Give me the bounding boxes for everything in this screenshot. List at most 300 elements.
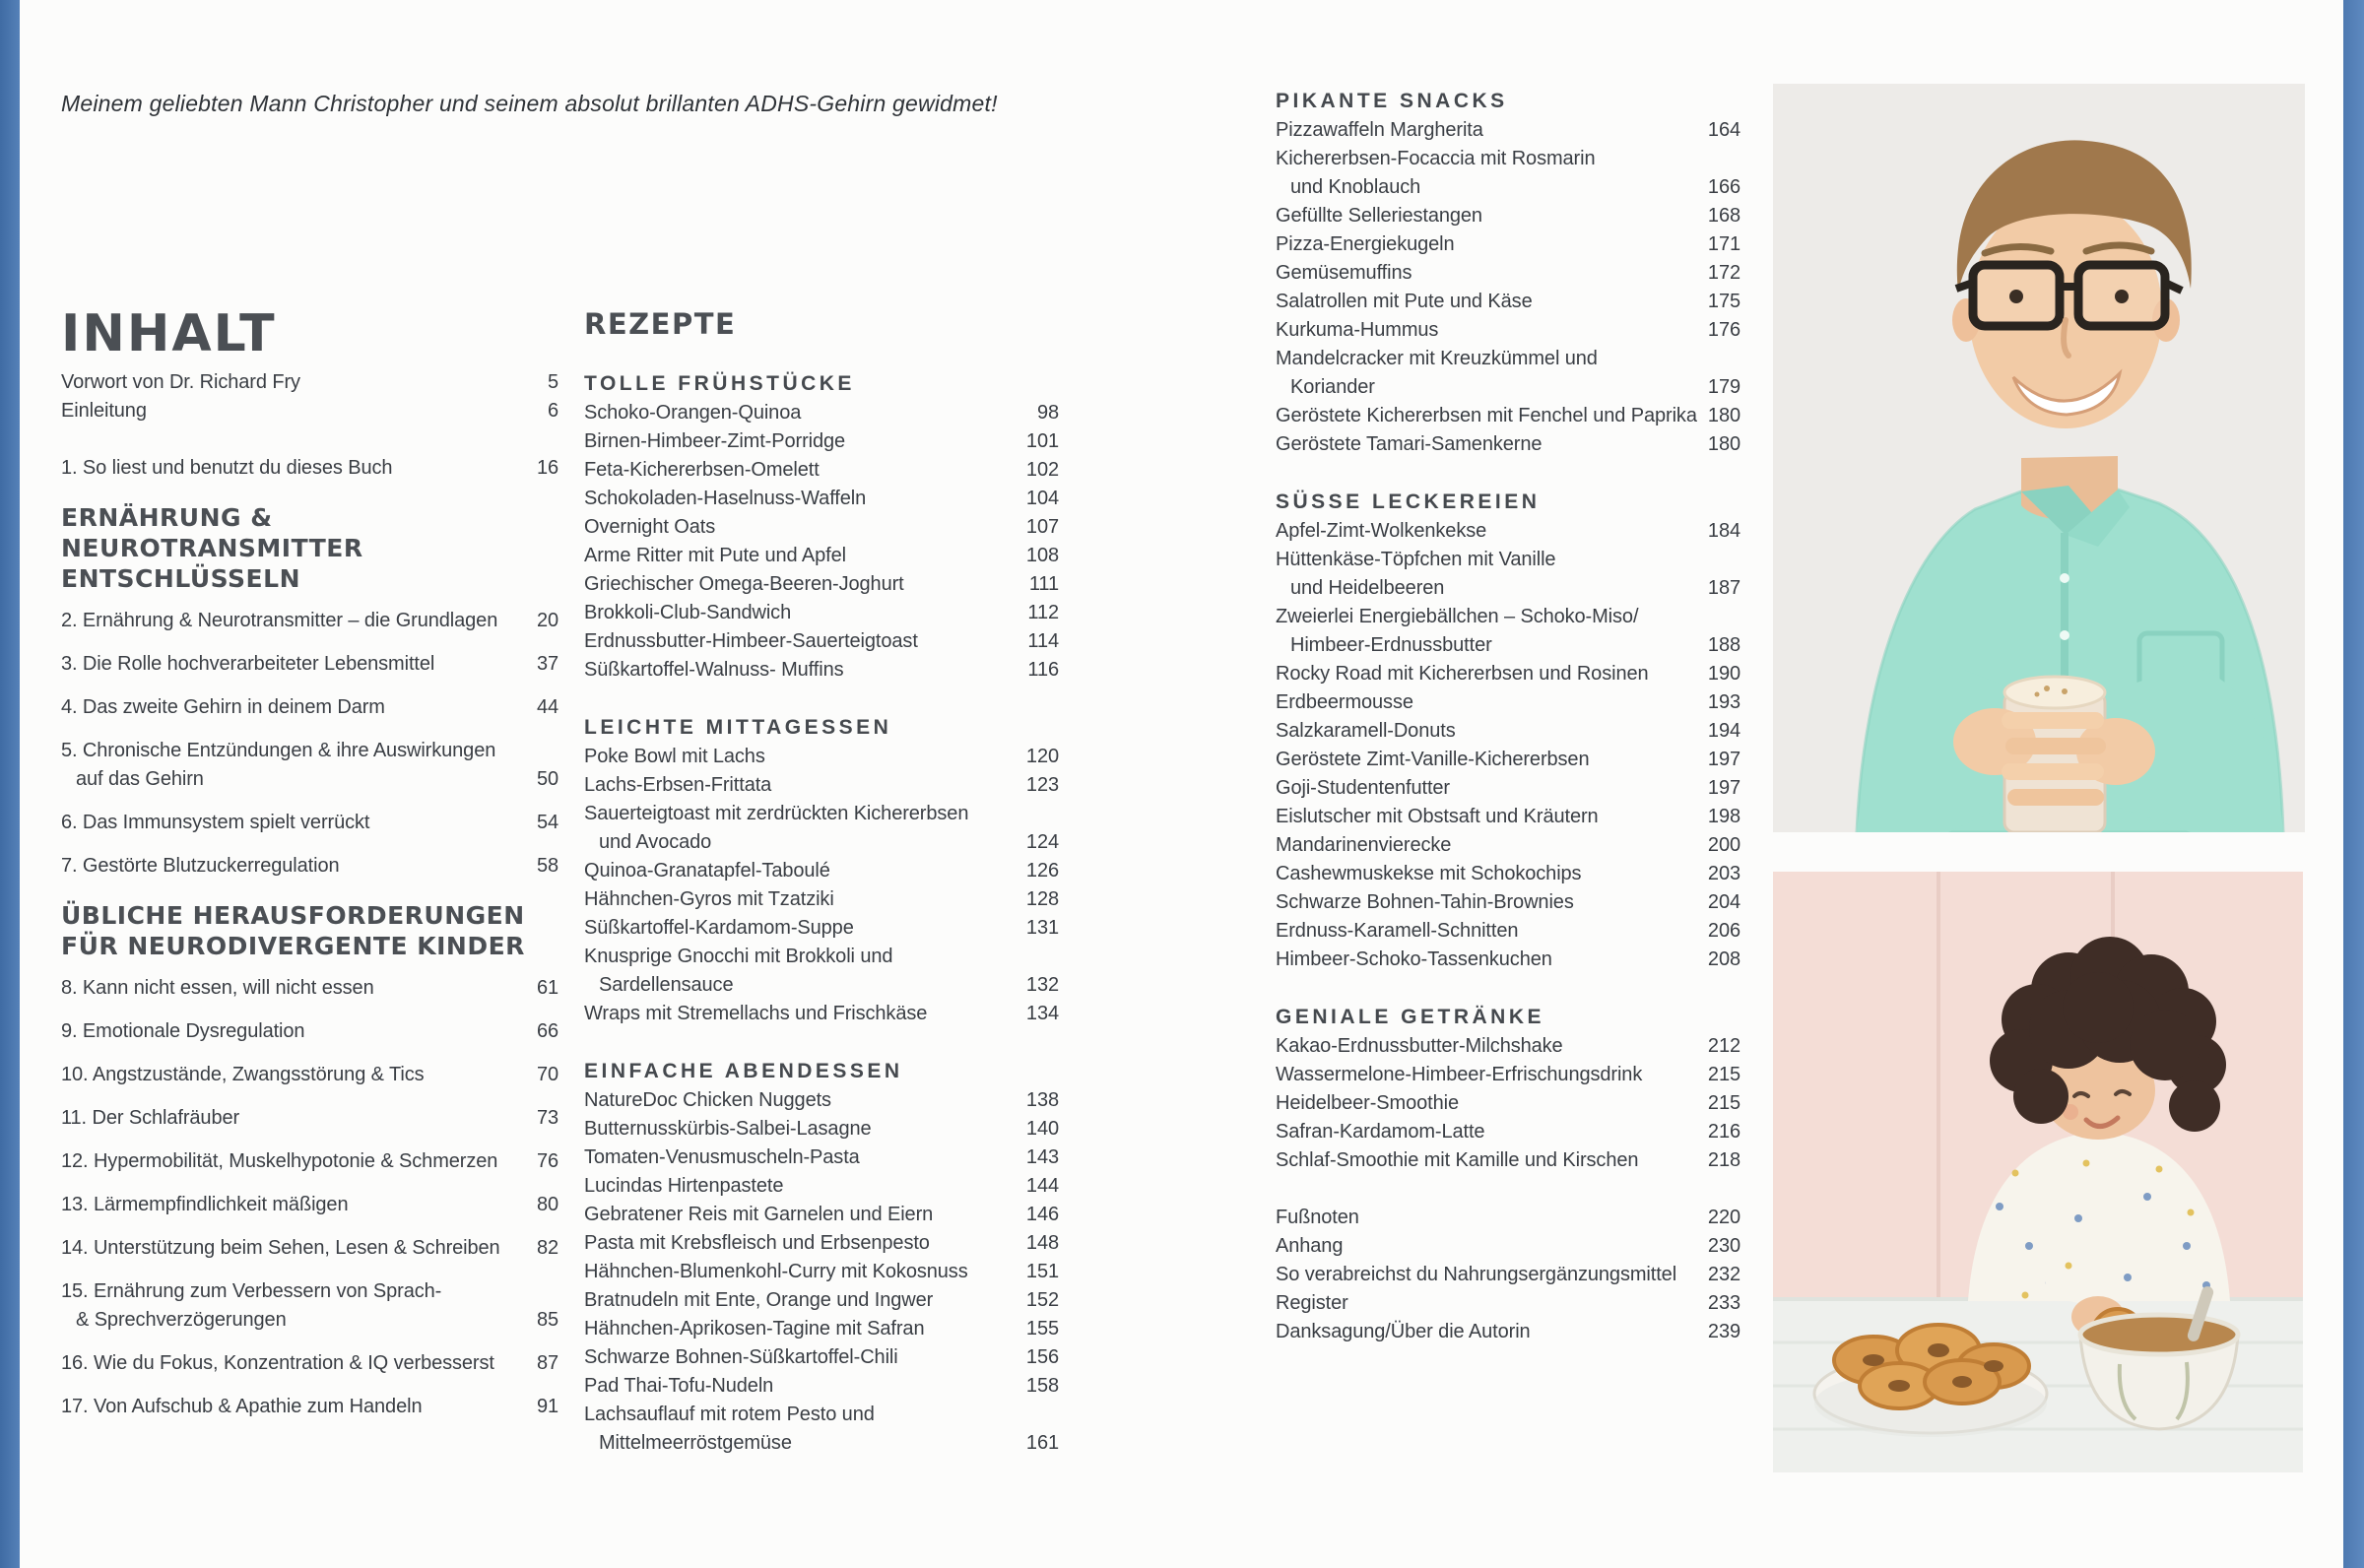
toc-entry (584, 599, 1059, 627)
toc-entry-title: 9. Emotionale Dysregulation (61, 1020, 305, 1042)
toc-entry-title: Salzkaramell-Donuts (1276, 720, 1456, 742)
toc-entry-title: Butternusskürbis-Salbei-Lasagne (584, 1118, 872, 1140)
toc-entry-page: 180 (1707, 405, 1740, 426)
display-heading-line: INHALT (61, 304, 277, 363)
toc-entry-row (584, 1229, 1059, 1258)
toc-entry-page: 151 (1025, 1261, 1059, 1282)
toc-entry-page: 58 (536, 855, 558, 877)
toc-entry-title: Einleitung (61, 400, 147, 422)
toc-entry (1276, 259, 1740, 288)
toc-entry-title: Danksagung/Über die Autorin (1276, 1321, 1531, 1342)
toc-entry-row (1276, 1204, 1740, 1232)
toc-entry-title: Geröstete Tamari-Samenkerne (1276, 433, 1543, 455)
toc-entry-title: Sauerteigtoast mit zerdrückten Kichererbsen (584, 803, 969, 824)
toc-entry-page: 197 (1707, 777, 1740, 799)
toc-entry (1276, 946, 1740, 974)
toc-entry (1276, 803, 1740, 831)
toc-entry-page: 215 (1707, 1092, 1740, 1114)
toc-entry-row (584, 743, 1059, 771)
toc-entry-row (584, 1315, 1059, 1343)
toc-entry-title: NatureDoc Chicken Nuggets (584, 1089, 831, 1111)
toc-column-recipes-1 (584, 307, 1059, 1458)
toc-entry-row (584, 857, 1059, 885)
toc-entry-page: 155 (1025, 1318, 1059, 1339)
dedication-text: Meinem geliebten Mann Christopher und seinem absolut brillanten ADHS-Gehirn gewidmet! (61, 91, 998, 116)
toc-entry (61, 1017, 558, 1046)
toc-entry (584, 570, 1059, 599)
toc-entry-page: 197 (1707, 749, 1740, 770)
toc-entry-row (61, 454, 558, 483)
toc-entry-row (584, 1372, 1059, 1401)
toc-entry-row (584, 599, 1059, 627)
toc-entry-page: 5 (547, 371, 558, 393)
toc-entry-page: 37 (536, 653, 558, 675)
toc-entry-title: 7. Gestörte Blutzuckerregulation (61, 855, 340, 877)
toc-entry-row (584, 570, 1059, 599)
toc-entry (584, 542, 1059, 570)
photo-boy-with-milkshake (1773, 84, 2305, 832)
toc-entry (584, 1143, 1059, 1172)
toc-entry-title: und Avocado (599, 831, 712, 853)
toc-entry-title: 12. Hypermobilität, Muskelhypotonie & Schmerzen (61, 1150, 498, 1172)
toc-entry-page: 172 (1707, 262, 1740, 284)
toc-entry-row (61, 1104, 558, 1133)
toc-entry-title: Rocky Road mit Kichererbsen und Rosinen (1276, 663, 1649, 685)
toc-entry-title: & Sprechverzögerungen (76, 1309, 287, 1331)
toc-entry-page: 50 (536, 768, 558, 790)
toc-entry-title: Kurkuma-Hummus (1276, 319, 1439, 341)
child-dunking-donut-illustration (1773, 872, 2303, 1472)
toc-entry-page: 126 (1025, 860, 1059, 882)
toc-entry-page: 91 (536, 1396, 558, 1417)
display-heading (61, 305, 558, 362)
toc-entry (584, 627, 1059, 656)
toc-entry-page: 176 (1707, 319, 1740, 341)
toc-entry (1276, 1289, 1740, 1318)
toc-entry-row (61, 693, 558, 722)
toc-entry-row (584, 1143, 1059, 1172)
toc-entry-row (1276, 1289, 1740, 1318)
toc-entry-row (61, 1277, 558, 1306)
toc-entry-page: 216 (1707, 1121, 1740, 1143)
toc-entry-row (61, 765, 558, 794)
toc-entry-row (61, 1393, 558, 1421)
toc-entry (61, 1147, 558, 1176)
toc-entry-page: 116 (1027, 659, 1059, 681)
toc-entry-row (584, 656, 1059, 685)
toc-entry-row (584, 456, 1059, 485)
toc-entry (1276, 1146, 1740, 1175)
toc-entry-title: Fußnoten (1276, 1207, 1359, 1228)
toc-entry-title: Safran-Kardamom-Latte (1276, 1121, 1485, 1143)
toc-entry-row (61, 1306, 558, 1335)
toc-entry-row (61, 397, 558, 425)
toc-entry-title: Tomaten-Venusmuscheln-Pasta (584, 1146, 860, 1168)
toc-entry-title: Wassermelone-Himbeer-Erfrischungsdrink (1276, 1064, 1643, 1085)
toc-entry-title: Hähnchen-Blumenkohl-Curry mit Kokosnuss (584, 1261, 968, 1282)
toc-entry (61, 1349, 558, 1378)
toc-entry-page: 184 (1707, 520, 1740, 542)
toc-entry-title: Schwarze Bohnen-Tahin-Brownies (1276, 891, 1574, 913)
toc-entry (1276, 603, 1740, 660)
toc-entry (1276, 517, 1740, 546)
toc-entry-row (1276, 1089, 1740, 1118)
toc-entry-row (1276, 116, 1740, 145)
toc-entry-title: Pizzawaffeln Margherita (1276, 119, 1483, 141)
toc-entry-page: 146 (1025, 1204, 1059, 1225)
toc-entry-row (1276, 316, 1740, 345)
toc-entry (1276, 546, 1740, 603)
toc-entry-title: Pad Thai-Tofu-Nudeln (584, 1375, 774, 1397)
toc-entry (584, 1201, 1059, 1229)
toc-entry (1276, 717, 1740, 746)
toc-entry-title: Salatrollen mit Pute und Käse (1276, 291, 1533, 312)
toc-entry-title: Hähnchen-Aprikosen-Tagine mit Safran (584, 1318, 925, 1339)
toc-entry-page: 134 (1025, 1003, 1059, 1024)
toc-entry (61, 1061, 558, 1089)
toc-entry-page: 20 (536, 610, 558, 631)
toc-entry (584, 456, 1059, 485)
toc-entry-title: Koriander (1290, 376, 1375, 398)
toc-entry-row (1276, 1261, 1740, 1289)
display-heading-line: ENTSCHLÜSSELN (61, 564, 300, 593)
toc-entry-page: 76 (536, 1150, 558, 1172)
toc-entry-page: 107 (1025, 516, 1059, 538)
toc-entry-title: Birnen-Himbeer-Zimt-Porridge (584, 430, 846, 452)
toc-entry-row (61, 737, 558, 765)
toc-entry-page: 114 (1027, 630, 1059, 652)
toc-entry (584, 1315, 1059, 1343)
toc-entry-row (1276, 888, 1740, 917)
toc-entry-title: Feta-Kichererbsen-Omelett (584, 459, 820, 481)
toc-entry-title: Zweierlei Energiebällchen – Schoko-Miso/ (1276, 606, 1639, 627)
toc-entry-row (61, 852, 558, 881)
toc-entry-row (61, 1191, 558, 1219)
toc-entry-title: Mandarinenvierecke (1276, 834, 1452, 856)
toc-entry-page: 124 (1025, 831, 1059, 853)
toc-entry-page: 123 (1025, 774, 1059, 796)
toc-entry (1276, 917, 1740, 946)
section-heading: TOLLE FRÜHSTÜCKE (584, 372, 855, 395)
toc-entry-title: Pizza-Energiekugeln (1276, 233, 1455, 255)
toc-entry (584, 485, 1059, 513)
toc-entry-page: 85 (536, 1309, 558, 1331)
display-heading (61, 502, 558, 594)
toc-entry-title: Schoko-Orangen-Quinoa (584, 402, 802, 424)
toc-entry-page: 198 (1707, 806, 1740, 827)
toc-entry (61, 368, 558, 397)
toc-entry-page: 156 (1025, 1346, 1059, 1368)
toc-entry (61, 1104, 558, 1133)
toc-entry (584, 1286, 1059, 1315)
toc-entry (61, 1393, 558, 1421)
toc-entry-page: 200 (1707, 834, 1740, 856)
toc-entry-row (61, 809, 558, 837)
toc-entry-title: Wraps mit Stremellachs und Frischkäse (584, 1003, 928, 1024)
toc-entry (1276, 688, 1740, 717)
toc-entry-row (584, 1258, 1059, 1286)
toc-entry (584, 1372, 1059, 1401)
toc-entry-row (1276, 1318, 1740, 1346)
toc-entry (1276, 145, 1740, 202)
toc-entry-row (1276, 746, 1740, 774)
toc-entry-title: Anhang (1276, 1235, 1344, 1257)
toc-entry-row (1276, 917, 1740, 946)
toc-entry-row (584, 1401, 1059, 1429)
toc-entry-title: Lachsauflauf mit rotem Pesto und (584, 1404, 875, 1425)
toc-entry-page: 44 (536, 696, 558, 718)
toc-entry-row (1276, 546, 1740, 574)
toc-entry (584, 1229, 1059, 1258)
toc-entry-title: Goji-Studentenfutter (1276, 777, 1450, 799)
toc-entry-page: 138 (1025, 1089, 1059, 1111)
toc-entry-page: 218 (1707, 1149, 1740, 1171)
display-heading-line: ERNÄHRUNG & NEUROTRANSMITTER (61, 503, 363, 562)
toc-entry-row (1276, 1061, 1740, 1089)
toc-entry-row (1276, 803, 1740, 831)
toc-entry (1276, 888, 1740, 917)
toc-entry-title: Poke Bowl mit Lachs (584, 746, 765, 767)
toc-entry-row (584, 513, 1059, 542)
toc-entry-row (1276, 145, 1740, 173)
toc-entry-title: 14. Unterstützung beim Sehen, Lesen & Schreiben (61, 1237, 500, 1259)
toc-entry-page: 143 (1025, 1146, 1059, 1168)
toc-entry-page: 98 (1036, 402, 1059, 424)
toc-entry-page: 175 (1707, 291, 1740, 312)
toc-entry-page: 80 (536, 1194, 558, 1215)
toc-entry-row (61, 1147, 558, 1176)
toc-entry-page: 233 (1707, 1292, 1740, 1314)
toc-entry-title: und Heidelbeeren (1290, 577, 1445, 599)
toc-entry-page: 187 (1707, 577, 1740, 599)
toc-entry-title: 10. Angstzustände, Zwangsstörung & Tics (61, 1064, 425, 1085)
toc-entry-page: 168 (1707, 205, 1740, 227)
toc-entry-row (1276, 430, 1740, 459)
toc-entry (1276, 1118, 1740, 1146)
toc-entry-title: Erdbeermousse (1276, 691, 1413, 713)
toc-entry (584, 1343, 1059, 1372)
toc-entry-page: 61 (536, 977, 558, 999)
toc-entry-row (1276, 1118, 1740, 1146)
toc-entry-page: 220 (1707, 1207, 1740, 1228)
toc-entry-title: Register (1276, 1292, 1348, 1314)
toc-entry-title: 16. Wie du Fokus, Konzentration & IQ verbesserst (61, 1352, 494, 1374)
toc-entry-page: 101 (1025, 430, 1059, 452)
toc-entry-page: 158 (1025, 1375, 1059, 1397)
toc-entry-page: 144 (1025, 1175, 1059, 1197)
toc-entry (584, 399, 1059, 427)
toc-entry-title: auf das Gehirn (76, 768, 204, 790)
toc-entry-row (584, 1201, 1059, 1229)
toc-entry (1276, 430, 1740, 459)
toc-entry-row (584, 1172, 1059, 1201)
toc-entry-page: 120 (1025, 746, 1059, 767)
toc-entry-title: Arme Ritter mit Pute und Apfel (584, 545, 847, 566)
toc-entry-row (61, 607, 558, 635)
toc-entry (1276, 746, 1740, 774)
toc-entry-title: 5. Chronische Entzündungen & ihre Auswirkungen (61, 740, 496, 761)
toc-entry-page: 204 (1707, 891, 1740, 913)
toc-entry-page: 112 (1027, 602, 1059, 623)
toc-entry-row (1276, 1146, 1740, 1175)
toc-entry-page: 161 (1025, 1432, 1059, 1454)
toc-entry-row (1276, 831, 1740, 860)
toc-entry-title: 3. Die Rolle hochverarbeiteter Lebensmittel (61, 653, 435, 675)
toc-entry (1276, 288, 1740, 316)
display-heading-line: FÜR NEURODIVERGENTE KINDER (61, 932, 525, 960)
toc-entry (584, 656, 1059, 685)
toc-entry (1276, 1318, 1740, 1346)
toc-entry-page: 128 (1025, 888, 1059, 910)
toc-entry (61, 852, 558, 881)
section-heading: LEICHTE MITTAGESSEN (584, 716, 892, 739)
toc-entry-title: Mittelmeerröstgemüse (599, 1432, 792, 1454)
toc-entry-page: 132 (1025, 974, 1059, 996)
toc-entry-title: Heidelbeer-Smoothie (1276, 1092, 1459, 1114)
toc-entry (584, 1172, 1059, 1201)
toc-entry-page: 206 (1707, 920, 1740, 942)
toc-entry-title: 8. Kann nicht essen, will nicht essen (61, 977, 374, 999)
toc-entry-page: 148 (1025, 1232, 1059, 1254)
toc-entry (1276, 774, 1740, 803)
toc-entry-title: Erdnuss-Karamell-Schnitten (1276, 920, 1519, 942)
toc-entry-title: Süßkartoffel-Kardamom-Suppe (584, 917, 854, 939)
toc-entry (1276, 402, 1740, 430)
boy-with-milkshake-illustration (1773, 84, 2305, 832)
toc-entry-title: 15. Ernährung zum Verbessern von Sprach- (61, 1280, 442, 1302)
toc-entry (1276, 1204, 1740, 1232)
toc-entry-page: 190 (1707, 663, 1740, 685)
toc-entry-row (1276, 517, 1740, 546)
toc-entry-page: 111 (1028, 573, 1059, 595)
toc-entry-row (1276, 774, 1740, 803)
toc-entry-title: Bratnudeln mit Ente, Orange und Ingwer (584, 1289, 934, 1311)
toc-entry (584, 743, 1059, 771)
toc-entry-title: Gebratener Reis mit Garnelen und Eiern (584, 1204, 934, 1225)
toc-entry-row (61, 1234, 558, 1263)
toc-entry-title: Hähnchen-Gyros mit Tzatziki (584, 888, 834, 910)
toc-entry-row (1276, 946, 1740, 974)
toc-entry-row (1276, 860, 1740, 888)
toc-entry-row (584, 800, 1059, 828)
toc-entry-title: Gemüsemuffins (1276, 262, 1412, 284)
toc-entry-row (584, 914, 1059, 943)
toc-entry-title: Kichererbsen-Focaccia mit Rosmarin (1276, 148, 1596, 169)
display-heading (584, 307, 1059, 341)
toc-entry-page: 104 (1025, 488, 1059, 509)
toc-entry (1276, 1089, 1740, 1118)
toc-entry-page: 180 (1707, 433, 1740, 455)
toc-entry-row (61, 1349, 558, 1378)
toc-entry-row (1276, 631, 1740, 660)
toc-entry-page: 212 (1707, 1035, 1740, 1057)
toc-entry-title: So verabreichst du Nahrungsergänzungsmittel (1276, 1264, 1677, 1285)
toc-entry-row (584, 399, 1059, 427)
toc-entry (584, 885, 1059, 914)
toc-entry-row (584, 885, 1059, 914)
toc-entry-title: Gefüllte Selleriestangen (1276, 205, 1482, 227)
toc-entry-title: 4. Das zweite Gehirn in deinem Darm (61, 696, 385, 718)
toc-entry-title: und Knoblauch (1290, 176, 1421, 198)
toc-entry-page: 140 (1025, 1118, 1059, 1140)
toc-entry-page: 193 (1707, 691, 1740, 713)
toc-entry-page: 108 (1025, 545, 1059, 566)
toc-entry-title: 6. Das Immunsystem spielt verrückt (61, 812, 370, 833)
toc-entry (584, 513, 1059, 542)
toc-entry (1276, 660, 1740, 688)
toc-entry-title: Overnight Oats (584, 516, 716, 538)
toc-entry-row (584, 971, 1059, 1000)
toc-entry-page: 239 (1707, 1321, 1740, 1342)
toc-entry-title: Geröstete Zimt-Vanille-Kichererbsen (1276, 749, 1590, 770)
toc-entry-title: Hüttenkäse-Töpfchen mit Vanille (1276, 549, 1556, 570)
toc-entry-title: Knusprige Gnocchi mit Brokkoli und (584, 946, 893, 967)
toc-column-chapters (61, 305, 558, 1436)
toc-entry-row (61, 1017, 558, 1046)
toc-entry-title: 2. Ernährung & Neurotransmitter – die Grundlagen (61, 610, 498, 631)
toc-entry-page: 54 (536, 812, 558, 833)
toc-entry-title: Erdnussbutter-Himbeer-Sauerteigtoast (584, 630, 918, 652)
toc-entry (584, 1258, 1059, 1286)
toc-entry-page: 6 (547, 400, 558, 422)
toc-entry-page: 188 (1707, 634, 1740, 656)
toc-entry (1276, 345, 1740, 402)
toc-entry (584, 1115, 1059, 1143)
toc-entry-row (584, 943, 1059, 971)
toc-entry-page: 232 (1707, 1264, 1740, 1285)
toc-entry-page: 215 (1707, 1064, 1740, 1085)
toc-entry-row (1276, 230, 1740, 259)
toc-entry-page: 208 (1707, 948, 1740, 970)
toc-entry-row (1276, 202, 1740, 230)
toc-entry-page: 203 (1707, 863, 1740, 884)
toc-entry-row (1276, 402, 1740, 430)
toc-entry (61, 650, 558, 679)
toc-entry-title: Quinoa-Granatapfel-Taboulé (584, 860, 830, 882)
toc-entry-title: 17. Von Aufschub & Apathie zum Handeln (61, 1396, 423, 1417)
toc-entry-row (584, 1286, 1059, 1315)
toc-entry-row (1276, 259, 1740, 288)
toc-entry-row (584, 1115, 1059, 1143)
toc-entry-title: Vorwort von Dr. Richard Fry (61, 371, 300, 393)
toc-entry (61, 1191, 558, 1219)
toc-entry-title: Brokkoli-Club-Sandwich (584, 602, 792, 623)
toc-entry-row (584, 1343, 1059, 1372)
toc-entry (584, 1401, 1059, 1458)
toc-entry (61, 693, 558, 722)
toc-entry-title: Himbeer-Schoko-Tassenkuchen (1276, 948, 1552, 970)
toc-entry-title: Lucindas Hirtenpastete (584, 1175, 784, 1197)
toc-entry (1276, 1032, 1740, 1061)
toc-entry-row (1276, 173, 1740, 202)
toc-entry-title: Kakao-Erdnussbutter-Milchshake (1276, 1035, 1563, 1057)
toc-entry-row (1276, 603, 1740, 631)
toc-entry (1276, 831, 1740, 860)
toc-entry-row (1276, 1232, 1740, 1261)
toc-entry-row (1276, 574, 1740, 603)
toc-entry-title: Mandelcracker mit Kreuzkümmel und (1276, 348, 1598, 369)
toc-entry-title: Griechischer Omega-Beeren-Joghurt (584, 573, 904, 595)
toc-entry-title: Sardellensauce (599, 974, 734, 996)
toc-entry (1276, 202, 1740, 230)
toc-entry-row (1276, 288, 1740, 316)
toc-entry-row (584, 485, 1059, 513)
toc-entry-page: 131 (1025, 917, 1059, 939)
toc-entry (584, 1000, 1059, 1028)
toc-entry (61, 809, 558, 837)
toc-entry-page: 82 (536, 1237, 558, 1259)
toc-entry-page: 230 (1707, 1235, 1740, 1257)
